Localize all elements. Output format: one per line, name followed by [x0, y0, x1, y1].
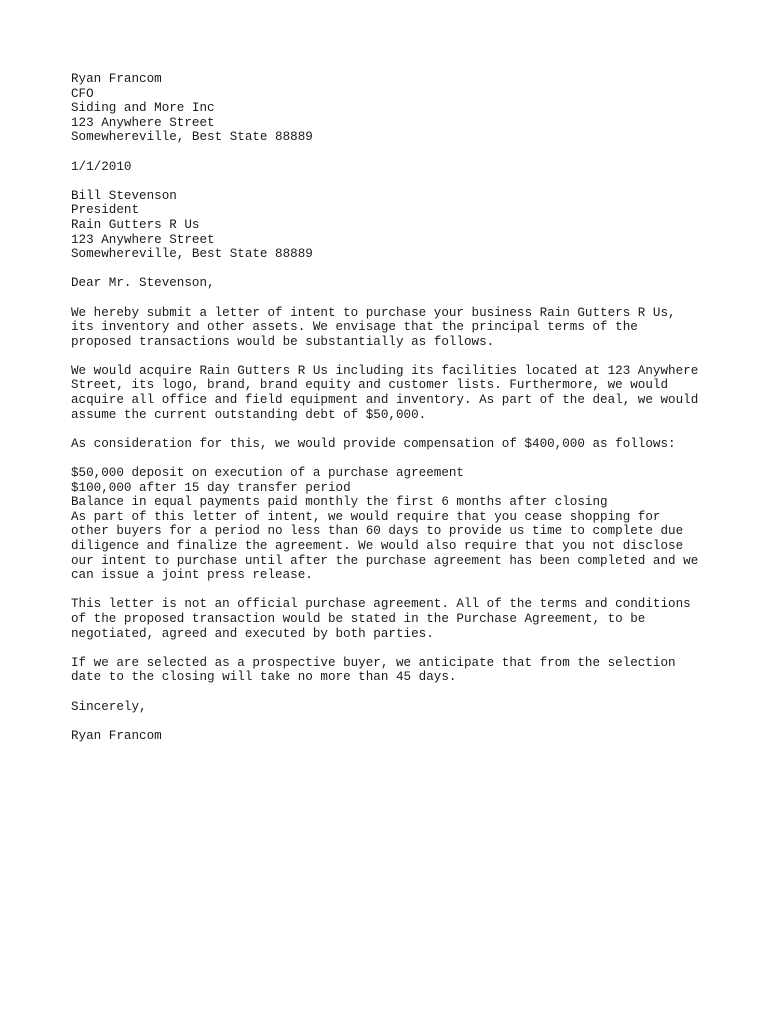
recipient-company: Rain Gutters R Us [71, 217, 200, 232]
recipient-title: President [71, 203, 140, 218]
payment-term: $100,000 after 15 day transfer period [71, 480, 351, 495]
paragraph-line: acquire all office and field equipment and inventory. As part of the deal, we would [71, 393, 699, 408]
paragraph-line: We hereby submit a letter of intent to purchase your business Rain Gutters R Us, [71, 305, 676, 320]
paragraph-intent [71, 306, 731, 350]
paragraph-acquisition [71, 364, 731, 422]
paragraph-exclusivity [71, 510, 731, 583]
letter-body [71, 72, 731, 758]
closing [71, 700, 731, 715]
paragraph-line: proposed transactions would be substantially as follows. [71, 334, 495, 349]
recipient-address [71, 189, 731, 262]
paragraph-line: We would acquire Rain Gutters R Us including its facilities located at 123 Anywhere [71, 363, 699, 378]
paragraph-line: our intent to purchase until after the purchase agreement has been completed and we [71, 553, 699, 568]
paragraph-line: other buyers for a period no less than 60 days to provide us time to complete due [71, 524, 684, 539]
paragraph-consideration [71, 437, 731, 452]
recipient-street: 123 Anywhere Street [71, 232, 215, 247]
sender-company: Siding and More Inc [71, 101, 215, 116]
sender-address [71, 72, 731, 145]
date-text: 1/1/2010 [71, 159, 132, 174]
paragraph-line: As consideration for this, we would provide compensation of $400,000 as follows: [71, 436, 676, 451]
paragraph-line: can issue a joint press release. [71, 568, 313, 583]
paragraph-line: of the proposed transaction would be stated in the Purchase Agreement, to be [71, 611, 646, 626]
paragraph-timeline [71, 656, 731, 685]
paragraph-line: its inventory and other assets. We envisage that the principal terms of the [71, 320, 638, 335]
paragraph-line: negotiated, agreed and executed by both parties. [71, 626, 434, 641]
recipient-city-line: Somewhereville, Best State 88889 [71, 247, 313, 262]
salutation [71, 276, 731, 291]
paragraph-line: date to the closing will take no more than 45 days. [71, 670, 457, 685]
signature [71, 729, 731, 744]
paragraph-line: diligence and finalize the agreement. We would also require that you not disclose [71, 539, 684, 553]
payment-term: $50,000 deposit on execution of a purchase agreement [71, 466, 464, 481]
sender-street: 123 Anywhere Street [71, 115, 215, 130]
payment-terms-list [71, 466, 731, 510]
paragraph-line: If we are selected as a prospective buyer, we anticipate that from the selection [71, 655, 676, 670]
paragraph-line: assume the current outstanding debt of $50,000. [71, 407, 427, 422]
paragraph-line: This letter is not an official purchase agreement. All of the terms and conditions [71, 597, 691, 612]
signature-name: Ryan Francom [71, 728, 162, 743]
closing-text: Sincerely, [71, 699, 147, 714]
salutation-text: Dear Mr. Stevenson, [71, 276, 215, 291]
payment-term: Balance in equal payments paid monthly the first 6 months after closing [71, 495, 608, 510]
sender-title: CFO [71, 86, 94, 101]
sender-city-line: Somewhereville, Best State 88889 [71, 130, 313, 145]
letter-date [71, 160, 731, 175]
recipient-name: Bill Stevenson [71, 188, 177, 203]
sender-name: Ryan Francom [71, 72, 162, 86]
paragraph-disclaimer [71, 597, 731, 641]
paragraph-line: Street, its logo, brand, brand equity and customer lists. Furthermore, we would [71, 378, 669, 393]
paragraph-line: As part of this letter of intent, we would require that you cease shopping for [71, 509, 661, 524]
